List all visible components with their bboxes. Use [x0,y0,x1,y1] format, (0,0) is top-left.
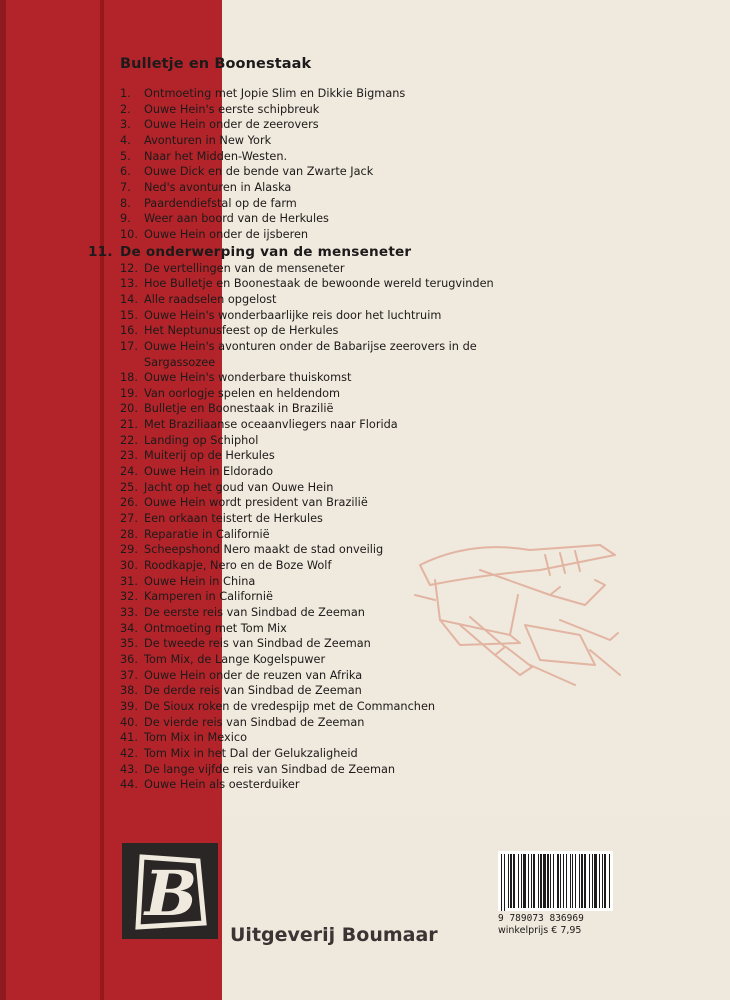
book-number: 13. [120,277,138,291]
book-title: Ontmoeting met Jopie Slim en Dikkie Bigmans [144,87,406,100]
boumaar-b-logo [122,843,218,939]
book-title: Paardendiefstal op de farm [144,196,297,210]
book-item [120,196,540,212]
book-title: Ouwe Dick en de bende van Zwarte Jack [144,165,374,179]
book-item [120,777,540,793]
cream-panel-bottom [222,815,730,1000]
book-number: 6. [120,165,131,179]
book-title: Alle raadselen opgelost [144,292,277,306]
book-title: De Sioux roken de vredespijp met de Commanchen [144,699,436,713]
book-title: Reparatie in Californië [144,527,270,541]
book-number: 27. [120,512,138,526]
book-item [120,164,540,180]
book-number: 34. [120,621,138,635]
book-number: 32. [120,590,138,604]
book-number: 7. [120,180,131,194]
retail-price: winkelprijs € 7,95 [498,925,582,936]
book-title: Kamperen in Californië [144,590,273,604]
spine-edge [100,0,104,1000]
book-item [120,433,540,449]
book-number: 16. [120,324,138,338]
book-title: Ouwe Hein in China [144,574,256,588]
book-number: 23. [120,449,138,463]
book-title: De tweede reis van Sindbad de Zeeman [144,637,371,651]
book-number: 15. [120,308,138,322]
book-item [120,227,540,243]
book-number: 19. [120,386,138,400]
book-title: Tom Mix in het Dal der Gelukzaligheid [144,746,358,760]
book-number: 44. [120,778,138,792]
book-item [120,133,540,149]
book-item [120,401,540,417]
book-title: Landing op Schiphol [144,433,259,447]
book-number: 43. [120,762,138,776]
book-title: De eerste reis van Sindbad de Zeeman [144,606,365,619]
book-number: 25. [120,480,138,494]
book-number: 9. [120,212,131,226]
book-number: 2. [120,102,131,116]
book-item [120,386,540,402]
book-title: Ouwe Hein's eerste schipbreuk [144,102,320,116]
book-number: 24. [120,465,138,479]
book-title: Ouwe Hein wordt president van Brazilië [144,496,368,510]
book-title: Weer aan boord van de Herkules [144,212,329,226]
series-title: Bulletje en Boonestaak [120,56,312,72]
book-title: Tom Mix, de Lange Kogelspuwer [144,652,326,666]
book-title: Bulletje en Boonestaak in Brazilië [144,402,334,416]
book-item [120,149,540,165]
book-title: Ouwe Hein onder de zeerovers [144,118,319,132]
book-number: 42. [120,746,138,760]
book-title: Het Neptunusfeest op de Herkules [144,324,339,338]
book-number: 1. [120,87,131,100]
book-number: 8. [120,196,131,210]
book-title: Hoe Bulletje en Boonestaak de bewoonde wereld terugvinden [144,277,494,291]
isbn-number: 9 789073 836969 [498,913,584,924]
book-item [120,574,540,590]
book-number: 40. [120,715,138,729]
book-title: Jacht op het goud van Ouwe Hein [144,480,334,494]
book-number: 26. [120,496,138,510]
publisher-name: Uitgeverij Boumaar [230,924,438,946]
book-item [120,480,540,496]
book-number: 36. [120,652,138,666]
book-number: 5. [120,149,131,163]
book-number: 20. [120,402,138,416]
book-title: Tom Mix in Mexico [144,731,247,745]
book-title: Ouwe Hein's wonderbare thuiskomst [144,371,352,385]
book-title: Ouwe Hein's wonderbaarlijke reis door het luchtruim [144,308,442,322]
book-item [120,292,540,308]
barcode-icon [498,851,613,911]
book-item [120,464,540,480]
book-item [120,86,540,102]
book-item [120,730,540,746]
book-title: Muiterij op de Herkules [144,449,275,463]
book-title: Ouwe Hein in Eldorado [144,465,274,479]
book-title: Een orkaan teistert de Herkules [144,512,323,526]
book-title: Ouwe Hein onder de reuzen van Afrika [144,668,363,682]
book-item [120,542,540,558]
book-number: 3. [120,118,131,132]
book-number: 10. [120,227,138,241]
book-number: 38. [120,684,138,698]
book-number: 33. [120,606,138,619]
book-number: 28. [120,527,138,541]
book-item [120,668,540,684]
book-number: 31. [120,574,138,588]
book-item [120,417,540,433]
book-list [88,86,540,793]
book-item [120,308,540,324]
book-item [120,527,540,543]
book-item [120,558,540,574]
book-number: 14. [120,292,138,306]
book-number: 30. [120,559,138,573]
book-item [120,102,540,118]
book-title: Van oorlogje spelen en heldendom [144,386,341,400]
book-item [120,652,540,668]
book-title: Ontmoeting met Tom Mix [144,621,287,635]
book-item [120,746,540,762]
book-number: 18. [120,371,138,385]
book-number: 41. [120,731,138,745]
book-item [120,370,540,386]
book-number: 4. [120,133,131,147]
book-item [120,636,540,652]
cover-left-edge [0,0,6,1000]
book-title: De derde reis van Sindbad de Zeeman [144,684,362,698]
book-title: Avonturen in New York [144,133,272,147]
book-title: De onderwerping van de menseneter [120,243,412,260]
book-title: Ouwe Hein's avonturen onder de Babarijse zeerovers in de Sargassozee [144,339,477,369]
book-title: De lange vijfde reis van Sindbad de Zeeman [144,762,396,776]
book-item [120,323,540,339]
book-title: Roodkapje, Nero en de Boze Wolf [144,559,332,573]
book-item [120,180,540,196]
book-number: 21. [120,418,138,432]
book-title: De vertellingen van de menseneter [144,261,345,275]
book-item [120,261,540,277]
book-title: Naar het Midden-Westen. [144,149,288,163]
book-item [120,495,540,511]
book-item [120,117,540,133]
book-item [120,276,540,292]
book-item [120,339,540,370]
book-title: De vierde reis van Sindbad de Zeeman [144,715,365,729]
book-number: 11. [88,243,113,260]
book-title: Ned's avonturen in Alaska [144,180,292,194]
book-item [120,699,540,715]
publisher-logo [122,843,218,939]
book-title: Scheepshond Nero maakt de stad onveilig [144,543,384,557]
book-item [120,762,540,778]
book-number: 12. [120,261,138,275]
book-number: 35. [120,637,138,651]
book-item [120,621,540,637]
book-title: Met Braziliaanse oceaanvliegers naar Florida [144,418,398,432]
book-item [120,715,540,731]
book-item [120,511,540,527]
logo-letter: B [144,857,198,930]
book-title: Ouwe Hein als oesterduiker [144,778,300,792]
book-item [120,448,540,464]
book-number: 22. [120,433,138,447]
barcode-block [498,851,613,936]
book-item [120,605,540,621]
book-item [120,589,540,605]
book-item [120,211,540,227]
book-number: 37. [120,668,138,682]
book-item [88,243,540,261]
book-number: 17. [120,339,138,353]
book-number: 39. [120,699,138,713]
book-number: 29. [120,543,138,557]
book-item [120,683,540,699]
book-title: Ouwe Hein onder de ijsberen [144,227,309,241]
